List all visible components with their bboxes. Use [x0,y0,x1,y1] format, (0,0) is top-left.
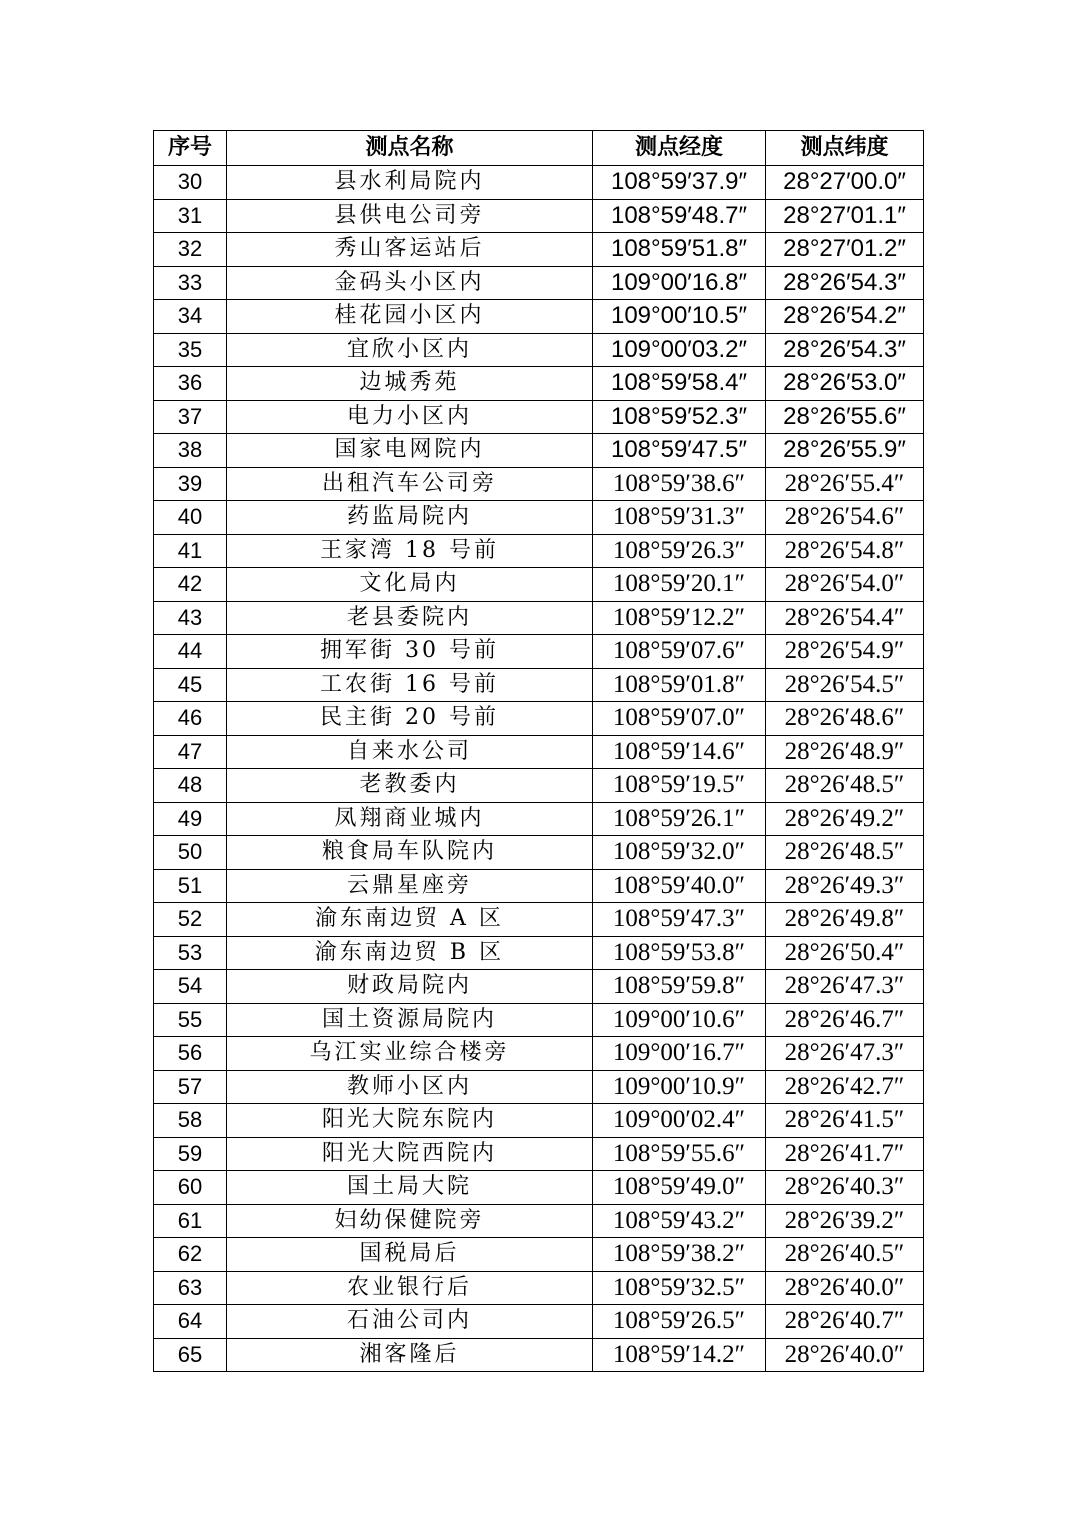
cell-name: 渝东南边贸 A 区 [227,903,593,937]
cell-name: 县供电公司旁 [227,199,593,233]
cell-latitude: 28°26′40.3″ [766,1171,924,1205]
cell-longitude: 109°00′10.6″ [593,1003,766,1037]
cell-seq: 59 [154,1137,227,1171]
cell-longitude: 109°00′10.5″ [593,300,766,334]
cell-seq: 30 [154,166,227,200]
cell-name: 国土资源局院内 [227,1003,593,1037]
cell-longitude: 108°59′49.0″ [593,1171,766,1205]
table-row [154,367,924,401]
cell-latitude: 28°26′54.5″ [766,668,924,702]
table-header-row [154,131,924,166]
cell-longitude: 108°59′26.1″ [593,802,766,836]
cell-latitude: 28°26′50.4″ [766,936,924,970]
cell-name: 妇幼保健院旁 [227,1204,593,1238]
cell-latitude: 28°26′49.8″ [766,903,924,937]
cell-longitude: 108°59′58.4″ [593,367,766,401]
cell-latitude: 28°26′49.3″ [766,869,924,903]
cell-seq: 40 [154,501,227,535]
cell-latitude: 28°26′53.0″ [766,367,924,401]
header-name: 测点名称 [227,131,593,166]
cell-latitude: 28°26′54.0″ [766,568,924,602]
cell-longitude: 108°59′19.5″ [593,769,766,803]
cell-name: 老县委院内 [227,601,593,635]
cell-longitude: 109°00′16.8″ [593,266,766,300]
cell-latitude: 28°26′47.3″ [766,1037,924,1071]
cell-seq: 43 [154,601,227,635]
cell-longitude: 108°59′12.2″ [593,601,766,635]
cell-name: 国税局后 [227,1238,593,1272]
cell-name: 国家电网院内 [227,434,593,468]
cell-longitude: 108°59′14.2″ [593,1338,766,1372]
cell-latitude: 28°26′40.0″ [766,1271,924,1305]
table-row [154,1238,924,1272]
cell-seq: 44 [154,635,227,669]
cell-longitude: 109°00′16.7″ [593,1037,766,1071]
cell-longitude: 108°59′37.9″ [593,166,766,200]
cell-longitude: 108°59′48.7″ [593,199,766,233]
cell-seq: 39 [154,467,227,501]
cell-latitude: 28°26′39.2″ [766,1204,924,1238]
cell-latitude: 28°26′47.3″ [766,970,924,1004]
cell-latitude: 28°26′40.5″ [766,1238,924,1272]
cell-name: 拥军街 30 号前 [227,635,593,669]
cell-seq: 58 [154,1104,227,1138]
cell-longitude: 108°59′47.3″ [593,903,766,937]
cell-longitude: 108°59′26.3″ [593,534,766,568]
table-row [154,970,924,1004]
cell-latitude: 28°26′54.3″ [766,266,924,300]
cell-longitude: 108°59′32.0″ [593,836,766,870]
table-row [154,568,924,602]
table-row [154,903,924,937]
cell-longitude: 108°59′40.0″ [593,869,766,903]
cell-latitude: 28°27′01.2″ [766,233,924,267]
cell-name: 宜欣小区内 [227,333,593,367]
table-row [154,802,924,836]
cell-seq: 62 [154,1238,227,1272]
table-body [154,166,924,1372]
cell-name: 财政局院内 [227,970,593,1004]
cell-longitude: 108°59′47.5″ [593,434,766,468]
table-row [154,936,924,970]
table-row [154,836,924,870]
cell-name: 阳光大院东院内 [227,1104,593,1138]
cell-latitude: 28°26′54.4″ [766,601,924,635]
cell-name: 农业银行后 [227,1271,593,1305]
cell-latitude: 28°26′40.0″ [766,1338,924,1372]
table-row [154,1338,924,1372]
cell-seq: 51 [154,869,227,903]
cell-longitude: 108°59′43.2″ [593,1204,766,1238]
cell-name: 民主街 20 号前 [227,702,593,736]
cell-name: 粮食局车队院内 [227,836,593,870]
cell-seq: 56 [154,1037,227,1071]
cell-seq: 55 [154,1003,227,1037]
table-row [154,434,924,468]
table-row [154,300,924,334]
table-row [154,1037,924,1071]
cell-longitude: 108°59′20.1″ [593,568,766,602]
cell-latitude: 28°26′48.5″ [766,836,924,870]
cell-latitude: 28°26′41.7″ [766,1137,924,1171]
cell-name: 乌江实业综合楼旁 [227,1037,593,1071]
cell-longitude: 108°59′31.3″ [593,501,766,535]
table-row [154,467,924,501]
cell-seq: 42 [154,568,227,602]
table-row [154,1104,924,1138]
header-seq: 序号 [154,131,227,166]
cell-latitude: 28°26′55.6″ [766,400,924,434]
table-row [154,1171,924,1205]
cell-seq: 65 [154,1338,227,1372]
cell-latitude: 28°26′42.7″ [766,1070,924,1104]
cell-name: 药监局院内 [227,501,593,535]
table-row [154,400,924,434]
cell-longitude: 108°59′38.2″ [593,1238,766,1272]
cell-longitude: 108°59′55.6″ [593,1137,766,1171]
table-row [154,1271,924,1305]
cell-longitude: 108°59′01.8″ [593,668,766,702]
cell-seq: 45 [154,668,227,702]
cell-name: 自来水公司 [227,735,593,769]
cell-longitude: 108°59′07.6″ [593,635,766,669]
cell-name: 渝东南边贸 B 区 [227,936,593,970]
table-row [154,668,924,702]
cell-longitude: 108°59′38.6″ [593,467,766,501]
cell-longitude: 108°59′59.8″ [593,970,766,1004]
cell-name: 工农街 16 号前 [227,668,593,702]
header-latitude: 测点纬度 [766,131,924,166]
cell-latitude: 28°27′01.1″ [766,199,924,233]
table-row [154,233,924,267]
header-longitude: 测点经度 [593,131,766,166]
cell-latitude: 28°26′46.7″ [766,1003,924,1037]
cell-name: 边城秀苑 [227,367,593,401]
table-row [154,601,924,635]
cell-longitude: 109°00′10.9″ [593,1070,766,1104]
cell-latitude: 28°26′40.7″ [766,1305,924,1339]
cell-name: 云鼎星座旁 [227,869,593,903]
cell-latitude: 28°26′48.5″ [766,769,924,803]
cell-seq: 31 [154,199,227,233]
cell-seq: 60 [154,1171,227,1205]
cell-name: 王家湾 18 号前 [227,534,593,568]
cell-name: 凤翔商业城内 [227,802,593,836]
cell-name: 出租汽车公司旁 [227,467,593,501]
cell-name: 老教委内 [227,769,593,803]
cell-seq: 36 [154,367,227,401]
cell-latitude: 28°26′54.9″ [766,635,924,669]
cell-seq: 57 [154,1070,227,1104]
cell-longitude: 108°59′51.8″ [593,233,766,267]
table-row [154,735,924,769]
cell-longitude: 108°59′53.8″ [593,936,766,970]
cell-latitude: 28°26′55.9″ [766,434,924,468]
table-row [154,635,924,669]
table-row [154,501,924,535]
cell-name: 县水利局院内 [227,166,593,200]
table-row [154,1204,924,1238]
cell-longitude: 108°59′14.6″ [593,735,766,769]
table-row [154,1137,924,1171]
cell-seq: 46 [154,702,227,736]
cell-seq: 38 [154,434,227,468]
table-row [154,869,924,903]
table-row [154,333,924,367]
cell-longitude: 108°59′26.5″ [593,1305,766,1339]
cell-name: 阳光大院西院内 [227,1137,593,1171]
cell-latitude: 28°26′49.2″ [766,802,924,836]
table-row [154,266,924,300]
cell-seq: 35 [154,333,227,367]
cell-latitude: 28°26′54.6″ [766,501,924,535]
cell-seq: 33 [154,266,227,300]
table-row [154,1070,924,1104]
cell-name: 桂花园小区内 [227,300,593,334]
cell-seq: 49 [154,802,227,836]
cell-latitude: 28°27′00.0″ [766,166,924,200]
cell-seq: 64 [154,1305,227,1339]
cell-name: 文化局内 [227,568,593,602]
cell-seq: 53 [154,936,227,970]
cell-seq: 48 [154,769,227,803]
cell-seq: 61 [154,1204,227,1238]
table-row [154,1003,924,1037]
cell-longitude: 108°59′52.3″ [593,400,766,434]
cell-name: 金码头小区内 [227,266,593,300]
cell-name: 石油公司内 [227,1305,593,1339]
table-row [154,199,924,233]
cell-seq: 34 [154,300,227,334]
table-row [154,166,924,200]
cell-seq: 54 [154,970,227,1004]
cell-longitude: 109°00′02.4″ [593,1104,766,1138]
cell-name: 秀山客运站后 [227,233,593,267]
measurement-points-table [153,130,924,1372]
cell-seq: 47 [154,735,227,769]
table-row [154,702,924,736]
cell-seq: 52 [154,903,227,937]
cell-latitude: 28°26′48.6″ [766,702,924,736]
table-row [154,1305,924,1339]
table-row [154,769,924,803]
cell-latitude: 28°26′54.8″ [766,534,924,568]
cell-seq: 37 [154,400,227,434]
cell-longitude: 109°00′03.2″ [593,333,766,367]
cell-seq: 50 [154,836,227,870]
cell-seq: 32 [154,233,227,267]
table-row [154,534,924,568]
cell-name: 教师小区内 [227,1070,593,1104]
cell-latitude: 28°26′55.4″ [766,467,924,501]
cell-name: 国土局大院 [227,1171,593,1205]
cell-name: 湘客隆后 [227,1338,593,1372]
cell-longitude: 108°59′07.0″ [593,702,766,736]
cell-longitude: 108°59′32.5″ [593,1271,766,1305]
cell-latitude: 28°26′54.3″ [766,333,924,367]
cell-latitude: 28°26′41.5″ [766,1104,924,1138]
cell-name: 电力小区内 [227,400,593,434]
cell-latitude: 28°26′54.2″ [766,300,924,334]
cell-seq: 63 [154,1271,227,1305]
cell-latitude: 28°26′48.9″ [766,735,924,769]
cell-seq: 41 [154,534,227,568]
